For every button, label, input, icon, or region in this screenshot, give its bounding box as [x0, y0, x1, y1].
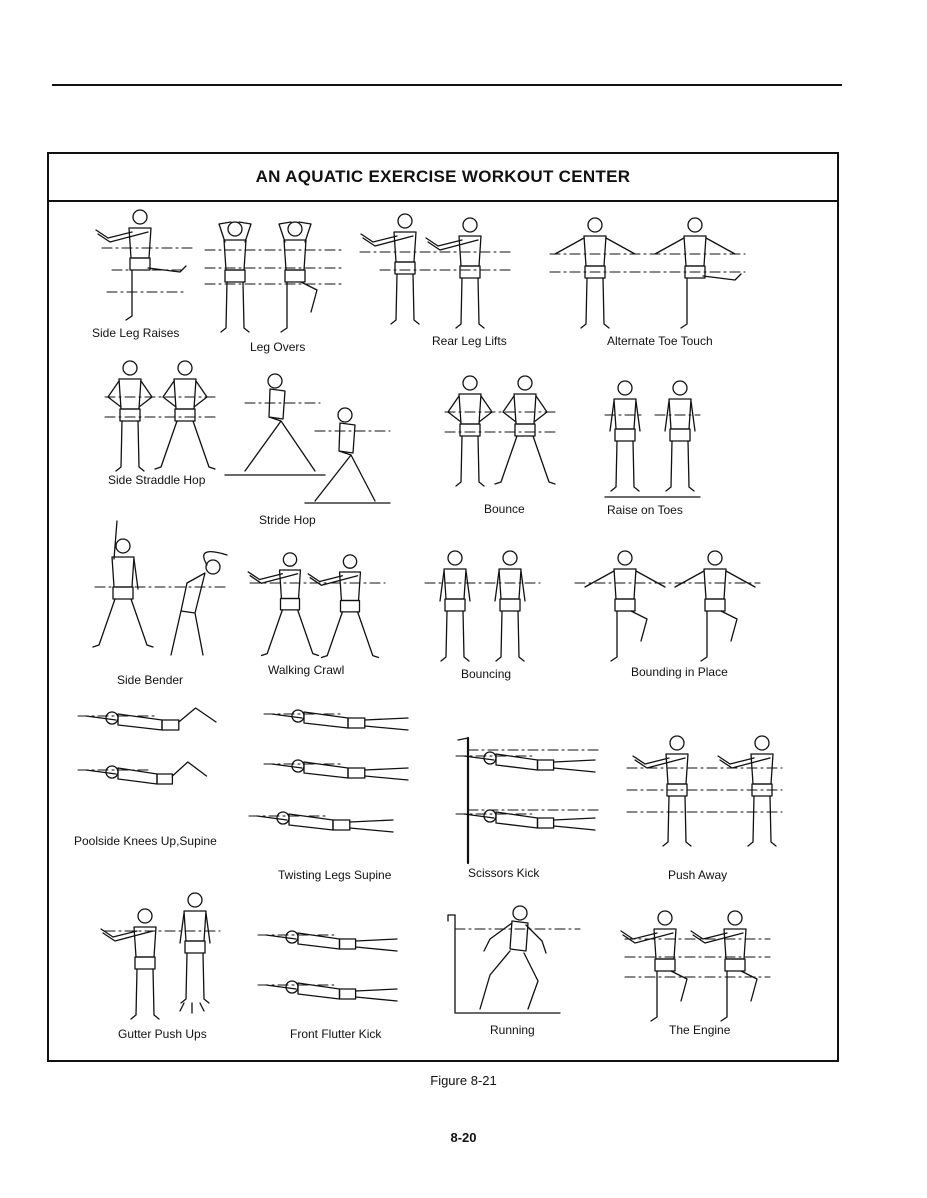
exercise-cell: [425, 545, 545, 685]
exercise-cell: [262, 915, 407, 1040]
exercise-label: Leg Overs: [250, 340, 306, 354]
exercise-cell: [575, 545, 765, 679]
figure-push-away-icon: [622, 728, 787, 883]
exercise-label: Bouncing: [461, 667, 512, 681]
figure-raise-on-toes-icon: [600, 375, 710, 520]
exercise-cell: [440, 370, 560, 515]
figure-caption: Figure 8-21: [430, 1073, 497, 1088]
page-title: AN AQUATIC EXERCISE WORKOUT CENTER: [255, 167, 631, 186]
exercise-label: Push Away: [668, 868, 728, 882]
exercise-label: Scissors Kick: [468, 866, 540, 880]
exercise-label: Twisting Legs Supine: [278, 868, 392, 882]
figure-rear-leg-lifts-icon: [360, 212, 520, 342]
figure-twisting-legs-supine-icon: [248, 700, 413, 885]
figure-poolside-knees-up-icon: [72, 700, 242, 855]
figure-bounding-in-place-icon: [575, 545, 765, 675]
title-bar: [49, 154, 837, 202]
exercise-label: Rear Leg Lifts: [432, 334, 507, 348]
exercise-cell: [450, 905, 585, 1040]
figure-scissors-kick-icon: [450, 728, 605, 883]
exercise-cell: [360, 212, 520, 348]
figure-leg-overs-icon: [200, 212, 355, 352]
exercise-label: Front Flutter Kick: [290, 1027, 382, 1041]
exercise-cell: [450, 728, 605, 883]
exercise-label: Raise on Toes: [607, 503, 683, 517]
exercise-cell: [250, 545, 390, 675]
figure-the-engine-icon: [625, 905, 775, 1040]
exercise-cell: [100, 885, 230, 1040]
exercise-cell: [545, 212, 755, 352]
page-number: 8-20: [450, 1130, 477, 1145]
exercise-label: Gutter Push Ups: [118, 1027, 207, 1041]
exercise-label: Alternate Toe Touch: [607, 334, 713, 348]
figure-bouncing-icon: [425, 545, 545, 685]
exercise-label: Stride Hop: [259, 513, 316, 527]
figure-stride-hop-icon: [225, 375, 400, 525]
exercise-label: Bounce: [484, 502, 525, 516]
exercise-label: Side Bender: [117, 673, 184, 687]
exercise-label: Running: [490, 1023, 535, 1037]
figure-bounce-icon: [440, 370, 560, 515]
exercise-cell: [72, 700, 242, 855]
figure-alternate-toe-touch-icon: [545, 212, 755, 352]
exercise-cell: [625, 905, 775, 1040]
exercise-cell: [622, 728, 787, 883]
figure-walking-crawl-icon: [250, 545, 390, 675]
exercise-label: Walking Crawl: [268, 663, 345, 677]
figure-front-flutter-kick-icon: [262, 915, 407, 1040]
exercise-cell: [248, 700, 413, 885]
exercise-cell: [600, 375, 710, 520]
figure-gutter-push-ups-icon: [100, 885, 230, 1040]
exercise-cell: [200, 212, 355, 352]
exercise-cell: [95, 515, 235, 690]
exercise-label: Side Straddle Hop: [108, 473, 206, 487]
exercise-label: The Engine: [669, 1023, 731, 1037]
figure-running-icon: [450, 905, 585, 1040]
exercise-label: Poolside Knees Up,Supine: [74, 834, 217, 848]
top-rule: [52, 84, 842, 86]
figure-side-bender-icon: [95, 515, 235, 690]
exercise-label: Side Leg Raises: [92, 326, 180, 340]
exercise-label: Bounding in Place: [631, 665, 728, 679]
exercise-cell: [225, 375, 400, 525]
